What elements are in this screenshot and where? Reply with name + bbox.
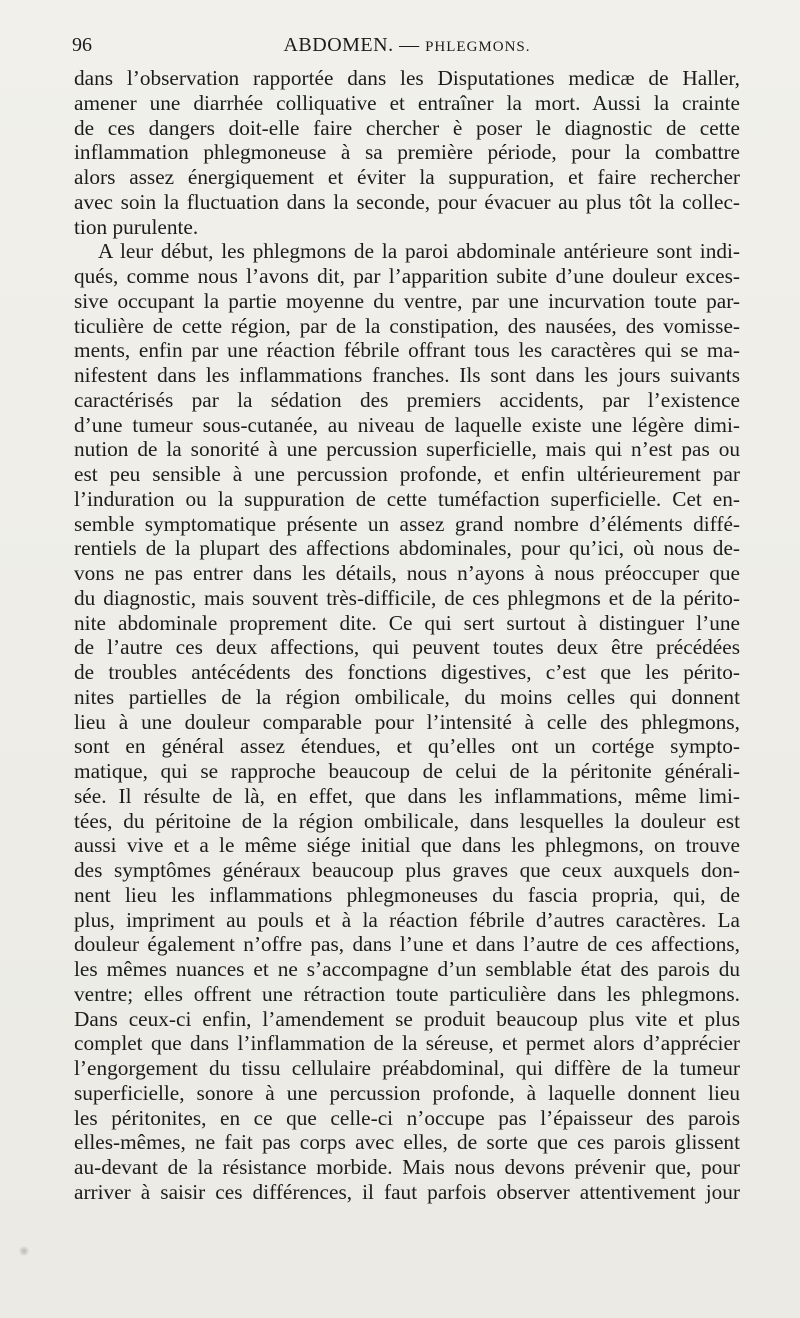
text-line: arriver à saisir ces différences, il faut parfois observer attentivement jour	[74, 1179, 740, 1204]
running-head-section: ABDOMEN.	[283, 34, 394, 56]
text-line: ments, enfin par une réaction fébrile offrant tous les caractères qui se ma-	[74, 338, 740, 363]
text-line: au-devant de la résistance morbide. Mais nous devons prévenir que, pour	[74, 1155, 740, 1179]
text-line: A leur début, les phlegmons de la paroi abdominale antérieure sont indi-	[98, 239, 740, 264]
text-line: les mêmes nuances et ne s’accompagne d’un semblable état des parois du	[74, 957, 740, 981]
text-line: est peu sensible à une percussion profonde, et enfin ultérieurement par	[74, 462, 740, 486]
text-line: semble symptomatique présente un assez grand nombre d’éléments diffé-	[74, 511, 740, 536]
text-line: matique, qui se rapproche beaucoup de celui de la péritonite générali-	[74, 759, 740, 783]
text-line: dans l’observation rapportée dans les Disputationes medicæ de Haller,	[74, 66, 740, 90]
body-text	[74, 66, 740, 1205]
text-line: de ces dangers doit-elle faire chercher è poser le diagnostic de cette	[74, 115, 740, 140]
text-line: superficielle, sonore à une percussion profonde, à laquelle donnent lieu	[74, 1080, 740, 1105]
text-line: nent lieu les inflammations phlegmoneuses du fascia propria, qui, de	[74, 882, 740, 907]
text-line: ticulière de cette région, par de la constipation, des nausées, des vomisse-	[74, 313, 740, 338]
text-line: d’une tumeur sous-cutanée, au niveau de laquelle existe une légère dimi-	[74, 412, 740, 437]
page-number: 96	[72, 34, 92, 56]
running-head	[72, 30, 742, 62]
text-line: complet que dans l’inflammation de la séreuse, et permet alors d’apprécier	[74, 1031, 740, 1056]
text-line: Dans ceux-ci enfin, l’amendement se produit beaucoup plus vite et plus	[74, 1006, 740, 1031]
text-line: lieu à une douleur comparable pour l’intensité à celle des phlegmons,	[74, 709, 740, 734]
text-line: nifestent dans les inflammations franches. Ils sont dans les jours suivants	[74, 363, 740, 387]
text-line: sée. Il résulte de là, en effet, que dans les inflammations, même limi-	[74, 783, 740, 808]
text-line: l’induration ou la suppuration de cette tuméfaction superficielle. Cet en-	[74, 486, 740, 511]
text-line: inflammation phlegmoneuse à sa première période, pour la combattre	[74, 140, 740, 165]
text-line: ventre; elles offrent une rétraction toute particulière dans les phlegmons.	[74, 981, 740, 1006]
text-line: rentiels de la plupart des affections abdominales, pour qu’ici, où nous de-	[74, 536, 740, 561]
text-line: plus, impriment au pouls et à la réaction fébrile d’autres caractères. La	[74, 907, 740, 932]
text-line: nution de la sonorité à une percussion superficielle, mais qui n’est pas ou	[74, 437, 740, 462]
text-line: caractérisés par la sédation des premiers accidents, par l’existence	[74, 387, 740, 412]
running-head-separator: —	[399, 34, 420, 56]
page-header	[72, 30, 742, 60]
text-line: sont en général assez étendues, et qu’elles ont un cortége sympto-	[74, 734, 740, 759]
text-line: du diagnostic, mais souvent très-difficile, de ces phlegmons et de la périto-	[74, 585, 740, 610]
text-line: nites partielles de la région ombilicale, du moins celles qui donnent	[74, 684, 740, 709]
text-line: les péritonites, en ce que celle-ci n’occupe pas l’épaisseur des parois	[74, 1105, 740, 1130]
text-line: alors assez énergiquement et éviter la suppuration, et faire rechercher	[74, 165, 740, 189]
text-line: nite abdominale proprement dite. Ce qui sert surtout à distinguer l’une	[74, 610, 740, 635]
text-line: douleur également n’offre pas, dans l’une et dans l’autre de ces affections,	[74, 932, 740, 957]
text-line: avec soin la fluctuation dans la seconde, pour évacuer au plus tôt la collec-	[74, 189, 740, 214]
running-head-topic: PHLEGMONS.	[425, 39, 531, 55]
text-line: elles-mêmes, ne fait pas corps avec elles, de sorte que ces parois glissent	[74, 1130, 740, 1155]
text-line: aussi vive et a le même siége initial que dans les phlegmons, on trouve	[74, 833, 740, 858]
text-line: l’engorgement du tissu cellulaire préabdominal, qui diffère de la tumeur	[74, 1056, 740, 1080]
text-line: vons ne pas entrer dans les détails, nous n’ayons à nous préoccuper que	[74, 561, 740, 585]
text-line: de troubles antécédents des fonctions digestives, c’est que les périto-	[74, 660, 740, 684]
text-line: de l’autre ces deux affections, qui peuvent toutes deux être précédées	[74, 635, 740, 660]
text-line: tion purulente.	[74, 214, 199, 239]
text-line: tées, du péritoine de la région ombilicale, dans lesquelles la douleur est	[74, 808, 740, 833]
text-line: des symptômes généraux beaucoup plus graves que ceux auxquels don-	[74, 858, 740, 882]
text-line: sive occupant la partie moyenne du ventre, par une incurvation toute par-	[74, 288, 740, 313]
text-line: qués, comme nous l’avons dit, par l’apparition subite d’une douleur exces-	[74, 264, 740, 288]
text-line: amener une diarrhée colliquative et entraîner la mort. Aussi la crainte	[74, 90, 740, 115]
paper-blemish	[18, 1246, 30, 1256]
